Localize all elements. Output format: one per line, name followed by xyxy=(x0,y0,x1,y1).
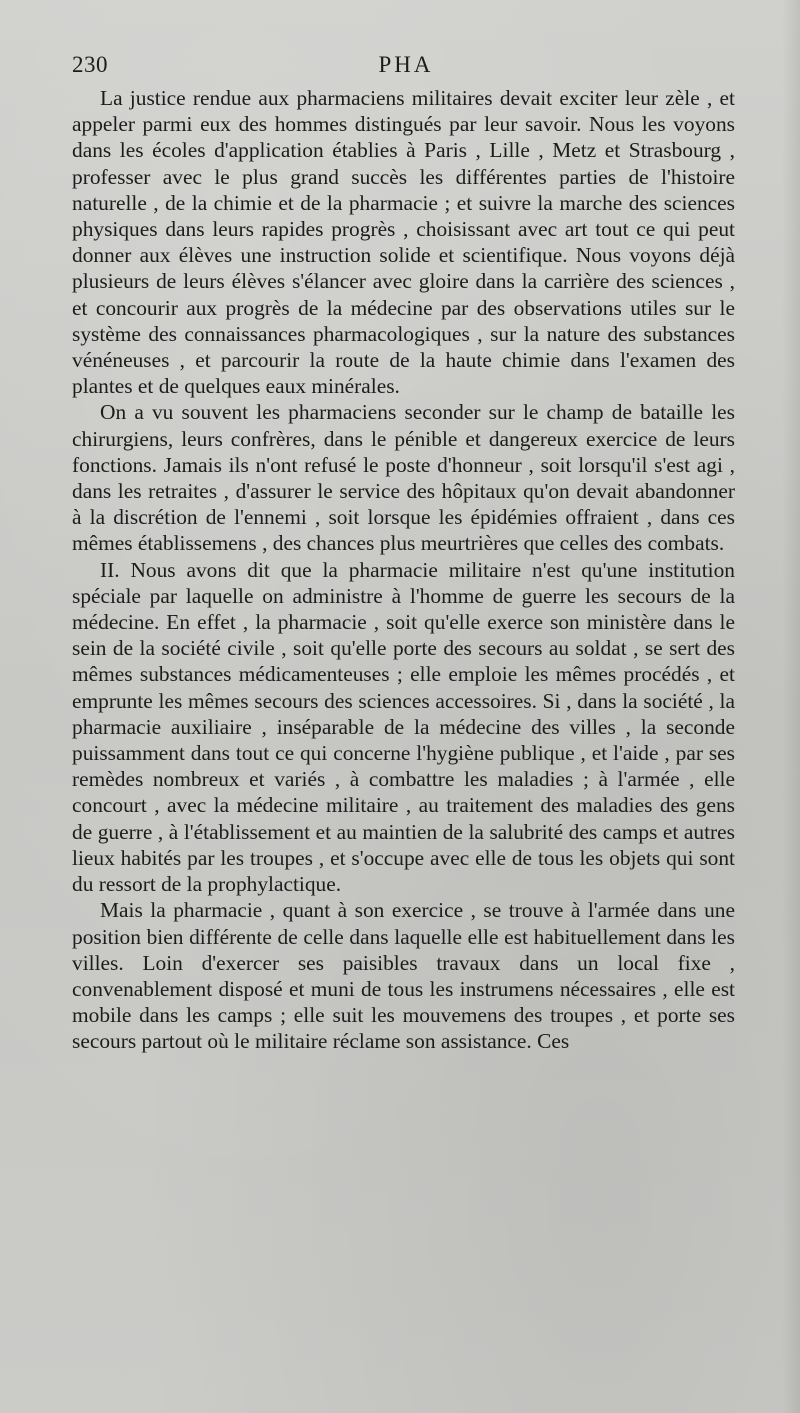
paragraph-military-pharmacy: II. Nous avons dit que la pharmacie militaire n'est qu'une institution spéciale par laquelle on administre à l'homme de guerre les secours de la médecine. En effet , la pharmacie , soit qu'elle exerce son ministère dans le sein de la société civile , soit qu'elle porte des secours au soldat , se sert des mêmes substances médicamenteuses ; elle emploie les mêmes procédés , et emprunte les mêmes secours des sciences accessoires. Si , dans la société , la pharmacie auxiliaire , inséparable de la médecine des villes , la seconde puissamment dans tout ce qui concerne l'hygiène publique , et l'aide , par ses remèdes nombreux et variés , à combattre les maladies ; à l'armée , elle concourt , avec la médecine militaire , au traitement des maladies des gens de guerre , à l'établissement et au maintien de la salubrité des camps et autres lieux habités par les troupes , et s'occupe avec elle de tous les objets qui sont du ressort de la prophylactique. xyxy=(72,557,735,897)
paragraph-battlefield: On a vu souvent les pharmaciens seconder sur le champ de bataille les chirurgiens, leurs confrères, dans le pénible et dangereux exercice de leurs fonctions. Jamais ils n'ont refusé le poste d'honneur , soit lorsqu'il s'est agi , dans les retraites , d'assurer le service des hôpitaux qu'on devait abandonner à la discrétion de l'ennemi , soit lorsque les épidémies offraient , dans ces mêmes établissemens , des chances plus meurtrières que celles des combats. xyxy=(72,400,735,556)
paragraph-exercise: Mais la pharmacie , quant à son exercice , se trouve à l'armée dans une position bien différente de celle dans laquelle elle est habituellement dans les villes. Loin d'exercer ses paisibles travaux dans un local fixe , convenablement disposé et muni de tous les instrumens nécessaires , elle est mobile dans les camps ; elle suit les mouvemens des troupes , et porte ses secours partout où le militaire réclame son assistance. Ces xyxy=(72,898,735,1054)
paragraph-justice: La justice rendue aux pharmaciens militaires devait exciter leur zèle , et appeler parmi eux des hommes distingués par leur savoir. Nous les voyons dans les écoles d'application établies à Paris , Lille , Metz et Strasbourg , professer avec le plus grand succès les différentes parties de l'histoire naturelle , de la chimie et de la pharmacie ; et suivre la marche des sciences physiques dans leurs rapides progrès , choisissant avec art tout ce qui peut donner aux élèves une instruction solide et scientifique. Nous voyons déjà plusieurs de leurs élèves s'élancer avec gloire dans la carrière des sciences , et concourir aux progrès de la médecine par des observations utiles sur le système des connaissances pharmacologiques , sur la nature des substances vénéneuses , et parcourir la route de la haute chimie dans l'examen des plantes et de quelques eaux minérales. xyxy=(72,86,735,399)
page-number: 230 xyxy=(72,52,108,77)
page-header xyxy=(72,52,740,82)
running-head: PHA xyxy=(378,52,434,77)
body-text xyxy=(72,85,735,1055)
page-edge-shadow xyxy=(782,0,800,1413)
